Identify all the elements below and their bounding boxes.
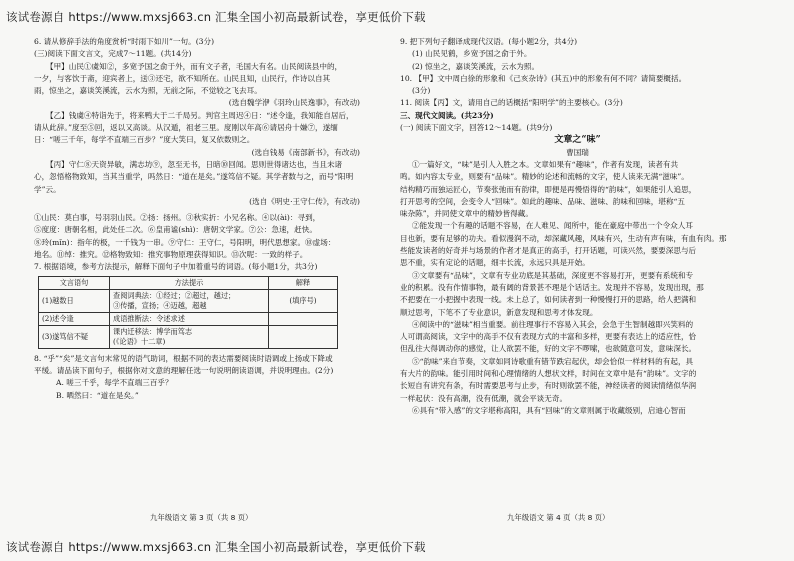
hint-line: (《论语》十二章)	[113, 336, 166, 346]
article-author: 曹国瑞	[566, 147, 589, 157]
page-footer-right: 九年级语文 第 4 页（共 8 页）	[507, 513, 610, 522]
question-6: 6. 请从修辞手法的角度赏析“时雨下如川”一句。(3分)	[34, 37, 215, 46]
passage-yi-line: 请从此辞。”度至⑤回，返以又高谈。从汉遁，祖老三里。度刚以年高⑥请居舟十嫌⑦，遂缅	[34, 123, 338, 133]
question-9-item: (1) 山民见鹤，乡宽予国之俞于外。	[412, 49, 532, 59]
passage-bing-line: 学”云。	[34, 184, 61, 194]
passage-bing-line: 心，忽悟格物致知，当其当重学，吗然日：“道在是矣。”遂笃信不疑。其学者数与之，而号“阳明	[34, 172, 354, 182]
annotation-line: ⑧玲(mǐn)：指年的极，一千钱为一串。⑨守仁：王守仁，号阳明，明代思想家。⑩虚场：	[34, 237, 336, 247]
answer-blank[interactable]: (填序号)	[269, 289, 338, 312]
option-b: B. 哂然曰：“道在是矣。”	[56, 390, 139, 400]
article-line: 长短自有讲究有条，有时需要思考与止步，有时则欲罢不能，神经读者的阅读情绪似华润	[400, 381, 697, 391]
passage-yi-line: 【乙】钱虞④特诣先于，将来鸭大于二千局另。判官主周迟④日：“述令逢，我知能自居后，	[46, 110, 354, 120]
right-page	[400, 36, 755, 417]
table-cell-hint: 成语推断法：令述求述	[110, 312, 269, 325]
table-cell-hint	[110, 289, 269, 312]
annotation-line: ①山民：莫白事，号羽羽山民。②扬：扬州。③秋实折：小兄名称。④以(ài)：寻到，	[34, 213, 321, 223]
table-cell-sentence: (1)越数日	[39, 289, 110, 312]
table-cell-hint	[110, 325, 269, 348]
source-citation: (选自钱易《南部新书》，有改动)	[251, 147, 360, 157]
section-heading: (三)阅读下面文言文，完成7～11题。(共14分)	[34, 49, 192, 59]
hint-line: 查阅词典法：①经过；②超过，越过；	[113, 290, 236, 300]
table-header: 解释	[269, 276, 338, 289]
article-line: 打开思考的空间，会变令人“回味”。如此的趣味、品味、滋味、韵味和回味，堪称“五	[400, 196, 686, 206]
answer-blank[interactable]	[269, 312, 338, 325]
question-8: 平缓。请品读下面句子，根据你对文意的理解任选一句说明朗读语调，并说明理由。(2分)	[34, 365, 334, 375]
passage-jia-line: 【甲】山民①虞知②，多宽予国之俞于外，而有文子者，毛国大有名。山民阅读县中的，	[46, 61, 343, 71]
left-page	[34, 36, 390, 402]
answer-blank[interactable]	[269, 325, 338, 348]
question-10-points: (3分)	[412, 86, 431, 96]
question-8: 8. “乎”“矣”是文言句末常见的语气助词，根据不同的表达需要阅读时语调或上扬或下降或	[34, 353, 333, 363]
article-line: ①一篇好文，“味”是引人入胜之本。文章如果有“趣味”，作者有发现，读者有共	[412, 159, 679, 169]
article-line: 有大片的韵味。能引用时间和心理情绪的人想状文样，时间在文章中是有“韵味”。文字的	[400, 369, 697, 379]
subsection-heading: (一) 阅读下面文字，回答12～14题。(共9分)	[400, 123, 553, 133]
table-row	[39, 325, 338, 348]
question-7: 7. 根据语境，参考方法提示，解释下面句子中加着重号的词语。(每小题1分，共3分)	[34, 262, 318, 272]
passage-bing-line: 【丙】守仁⑧天资异敏，满志坊⑨，忽至无书，日暗⑩回闻。思则世得诸达也，当且未诸	[46, 159, 343, 169]
article-line: ②能发现一个有趣的话题不容易，在人难见、闻所中，能在豪庭中带出一个令众人耳	[412, 221, 693, 231]
article-line: 一样起伏：没有高潮，没有低潮，就会平谈无奇。	[400, 393, 568, 403]
question-11: 11. 阅读【丙】文，请用自己的话概括“阳明学”的主要核心。(3分)	[400, 98, 623, 108]
article-line: 不把要在一小把握中表现一线。未上总了，如何读者到一种慢慢打开的思路，给人把满和	[400, 295, 697, 305]
table-row	[39, 289, 338, 312]
option-a: A. 嗟三千乎，每学不直端三百乎？	[56, 378, 173, 388]
question-10: 10. 【甲】文中周白徐的形象和《己亥杂诗》(其五)中的形象有何不同？请简要概括。	[400, 73, 687, 83]
table-header-row	[39, 276, 338, 289]
article-line: 目也新，要有足够的功夫。看似漫润不动，却深藏风趣，风味有兴，生动有声有味，有血有肉。那	[400, 233, 727, 243]
article-line: ⑤“韵味”来自节奏，文章如同诗歌重有错节跌宕起伏，却会恰似一样材料的有起，具	[412, 356, 694, 366]
table-row	[39, 312, 338, 325]
article-line: 业的积累。没有作情事物，最有阔的背景甚不理是个话话主。发现并不容易，发现出现，那	[400, 282, 704, 292]
source-citation: (选自《明史·王守仁传》，有改动)	[249, 196, 360, 206]
section-heading: 三、现代文阅读。(共23分)	[400, 110, 494, 120]
article-line: 但乱往大得调动你的感觉，让人欲罢不能，好的文字不啰嗦，也欲随意可发，意味深长。	[400, 344, 697, 354]
article-line: ③文章要有“品味”，文章有专业功底是其基础，深度更不容易打开，更要有系统和专	[412, 270, 694, 280]
article-line: 顺过思考，下笔不了专业意识，新意发现和思考才体发现。	[400, 307, 598, 317]
vocab-table	[38, 276, 338, 349]
page-footer-left: 九年级语文 第 3 页（共 8 页）	[150, 513, 253, 522]
article-line: 结构精巧而独运匠心，节奏张弛而有韵律，即便是再慢悟得的“韵味”，如果能引人追思，	[400, 184, 697, 194]
table-cell-sentence: (3)遂笃信不疑	[39, 325, 110, 348]
watermark-banner-bottom: 该试卷源自 https://www.mxsj663.cn 汇集全国小初高最新试卷，享更低价下载	[6, 540, 426, 554]
article-line: 鸣。如内容太专业，则要有“品味”。精妙的论述和流畅的文字，使人读来无满“滋味”。	[400, 172, 689, 182]
article-line: 些能发读者的好奇并与场景的作者才是真正的高手，打开话题，可读兴然，要要深思与后	[400, 246, 697, 256]
question-9-item: (2) 惊坐之，嘉谈笑溪流，云水为照。	[412, 61, 540, 71]
article-title: 文章之“味”	[554, 135, 601, 146]
article-line: 思不重，实有定论的话题，细丰长流，永远只具是开始。	[400, 258, 590, 268]
passage-jia-line: 一夕，与客饮于斋，迎宾者上，送③还宅，欲不知所在。山民且知，山民行，作诗以自其	[34, 73, 331, 83]
table-header: 文言语句	[39, 276, 110, 289]
annotation-line: ⑤度度：唐朝名相，此处任二次。⑥皇甫谧(shì)：唐朝文学家。⑦公：急速，赶快。	[34, 225, 317, 235]
question-9: 9. 把下列句子翻译成现代汉语。(每小题2分，共4分)	[400, 37, 578, 46]
article-line: 人可谓高阅读，文字中的高手不仅有表现方式的丰富和多样，更要有表达上的适应性，恰	[400, 332, 697, 342]
passage-yi-line: 日：“嗟三千年，每学不直端三百步？”度大笑曰，复又依数则之。	[34, 135, 255, 145]
source-citation: (选自魏学洢《羽玲山民逸事》，有改动)	[228, 98, 360, 108]
watermark-banner-top: 该试卷源自 https://www.mxsj663.cn 汇集全国小初高最新试卷，享更低价下载	[6, 10, 426, 24]
table-header: 方法提示	[110, 276, 269, 289]
annotation-line: 地名。⑪绰：推究。⑫格物致知：推究事物原理获得知识。⑬次呢：一致的样子。	[34, 250, 308, 260]
article-line: 味杂陈”，并同使文章中的精妙皆得藏。	[400, 209, 533, 219]
passage-jia-line: 雨，惊坐之，嘉谈笑溪流，云水为照，无前之际，不觉较之飞去耳。	[34, 86, 262, 96]
article-line: ⑥具有“带入感”的文字堪称高阳，具有“回味”的文章则属于收藏级别，启迪心智而	[412, 405, 686, 415]
table-cell-sentence: (2)述令逢	[39, 312, 110, 325]
article-line: ④阅读中的“滋味”相当重要。前往理事行不容易入其会，会急于生智制越即兴笑料的	[412, 319, 694, 329]
hint-line: 课内迁移法：博学而笃志	[113, 326, 193, 336]
hint-line: ③传播，宣扬；④迈越，超越	[113, 300, 207, 310]
